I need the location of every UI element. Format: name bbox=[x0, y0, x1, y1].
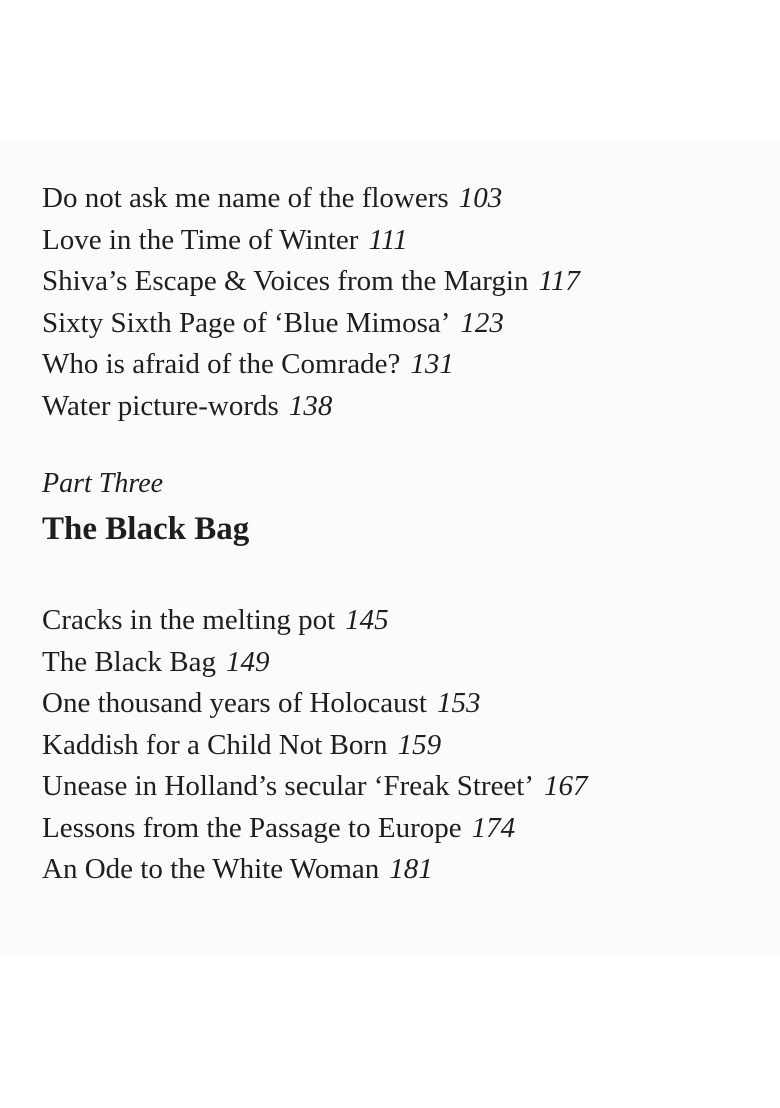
toc-entry-page: 145 bbox=[345, 604, 389, 636]
toc-entry-title: One thousand years of Holocaust bbox=[42, 687, 427, 719]
toc-entry-title: Sixty Sixth Page of ‘Blue Mimosa’ bbox=[42, 306, 451, 339]
part-label: Part Three bbox=[42, 468, 164, 499]
toc-entry-title: Do not ask me name of the flowers bbox=[42, 182, 449, 214]
toc-entry-title: The Black Bag bbox=[42, 645, 216, 678]
toc-entry bbox=[42, 386, 580, 428]
toc-entry-title: Love in the Time of Winter bbox=[42, 223, 359, 256]
toc-entry-page: 103 bbox=[458, 182, 503, 214]
toc-entry bbox=[42, 600, 588, 642]
toc-entry bbox=[42, 766, 588, 808]
toc-entry bbox=[42, 178, 580, 220]
toc-entry bbox=[42, 220, 580, 262]
toc-entry-page: 138 bbox=[288, 389, 333, 422]
toc-entry-page: 159 bbox=[397, 728, 442, 761]
toc-entry-page: 149 bbox=[225, 645, 270, 678]
toc-entry-title: Who is afraid of the Comrade? bbox=[42, 348, 401, 380]
toc-entry bbox=[42, 683, 588, 725]
part-title: The Black Bag bbox=[42, 511, 250, 547]
toc-entry bbox=[42, 303, 580, 345]
toc-entry bbox=[42, 344, 580, 386]
toc-entry-title: Lessons from the Passage to Europe bbox=[42, 811, 462, 844]
toc-entry-title: Unease in Holland’s secular ‘Freak Street’ bbox=[42, 770, 535, 802]
toc-entry bbox=[42, 261, 580, 303]
toc-entry-page: 153 bbox=[436, 687, 481, 719]
toc-entry-page: 117 bbox=[538, 265, 580, 297]
toc-list-part-three bbox=[42, 600, 588, 891]
toc-entry-page: 174 bbox=[471, 811, 516, 844]
toc-entry bbox=[42, 725, 588, 767]
toc-entry-page: 123 bbox=[460, 306, 504, 339]
toc-entry-title: Water picture-words bbox=[42, 389, 279, 422]
toc-entry-page: 131 bbox=[410, 348, 454, 380]
toc-entry-title: Kaddish for a Child Not Born bbox=[42, 728, 388, 761]
toc-entry-page: 181 bbox=[389, 853, 433, 885]
toc-entry bbox=[42, 849, 588, 891]
toc-entry-page: 111 bbox=[368, 223, 408, 256]
toc-list-continued bbox=[42, 178, 580, 427]
toc-entry bbox=[42, 642, 588, 684]
toc-entry-title: Cracks in the melting pot bbox=[42, 604, 336, 636]
toc-entry bbox=[42, 808, 588, 850]
toc-entry-title: Shiva’s Escape & Voices from the Margin bbox=[42, 265, 529, 297]
toc-entry-page: 167 bbox=[544, 770, 588, 802]
toc-entry-title: An Ode to the White Woman bbox=[42, 853, 380, 885]
